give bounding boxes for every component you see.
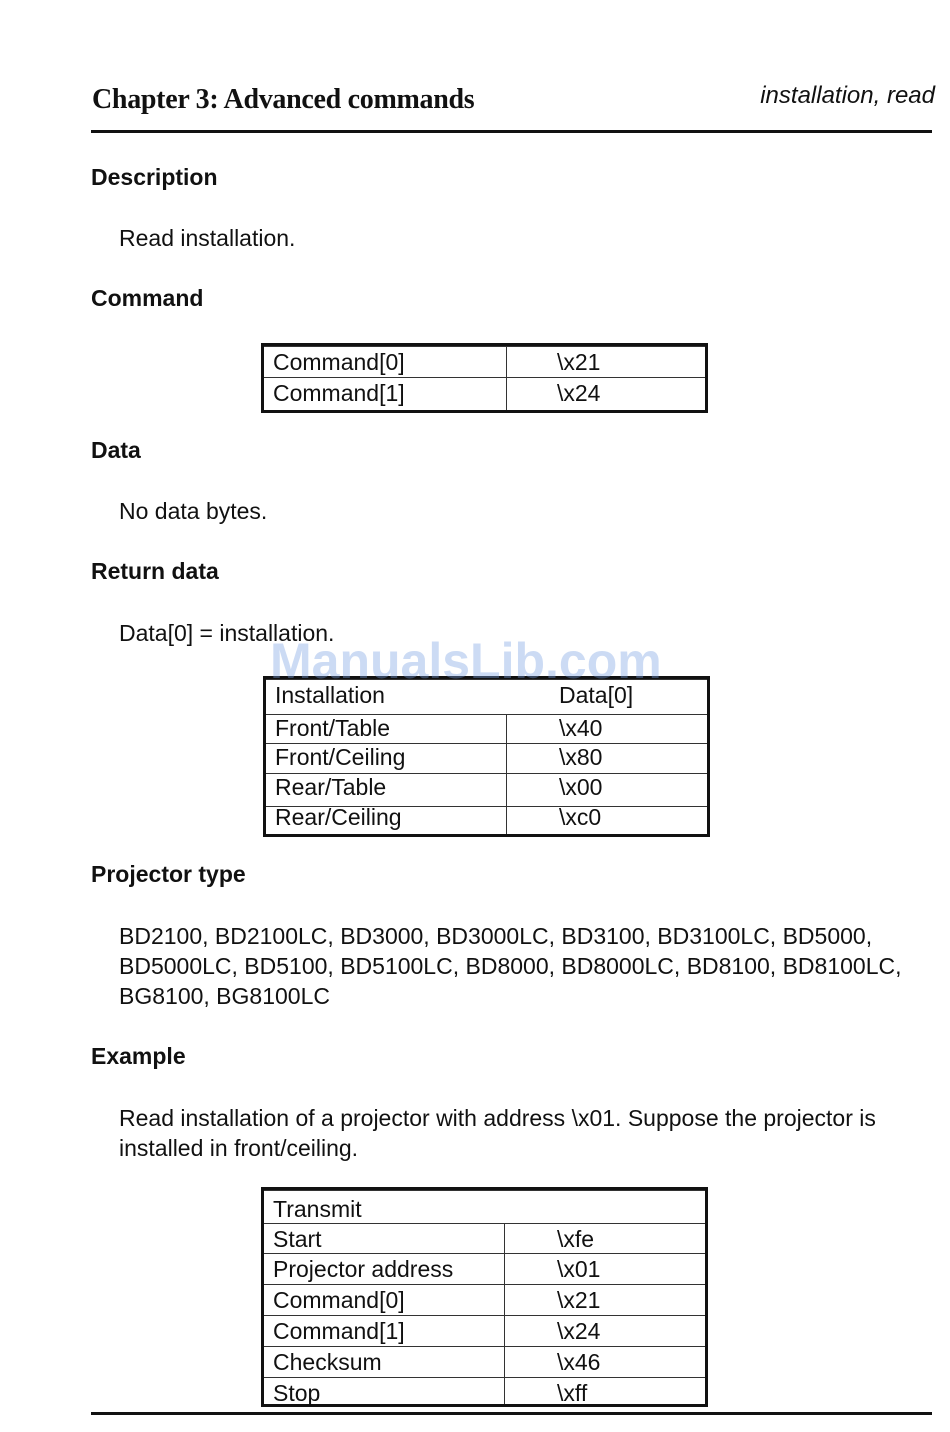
cell-value: \x24: [557, 1318, 601, 1344]
cell-name: Command[1]: [273, 380, 405, 406]
cell-name: Start: [273, 1226, 322, 1252]
command-table: [261, 343, 708, 413]
chapter-title: Chapter 3: Advanced commands: [92, 84, 475, 115]
table-row: [264, 1346, 705, 1377]
description-text: Read installation.: [119, 225, 296, 251]
projector-type-heading: Projector type: [91, 861, 246, 887]
return-data-heading: Return data: [91, 558, 219, 584]
projector-type-text: BD2100, BD2100LC, BD3000, BD3000LC, BD3100, BD3100LC, BD5000, BD5000LC, BD5100, BD5100LC, BD8000, BD8000LC, BD8100, BD8100LC, BG8100, BG8100LC: [119, 923, 902, 1009]
cell-value: \x21: [557, 1287, 601, 1313]
table-row: [266, 806, 707, 837]
table-header-row: [266, 679, 707, 714]
description-heading: Description: [91, 164, 218, 190]
header-cell-name: Installation: [275, 682, 385, 708]
cell-value: \x24: [557, 380, 601, 406]
table-row: [264, 346, 705, 377]
command-heading: Command: [91, 285, 204, 311]
cell-name: Command[0]: [273, 1287, 405, 1313]
running-head: installation, read: [760, 82, 935, 109]
cell-value: \x01: [557, 1256, 601, 1282]
cell-name: Stop: [273, 1380, 321, 1406]
cell-value: \xc0: [559, 804, 602, 830]
table-row: [264, 377, 705, 408]
table-header-row: [264, 1190, 705, 1223]
header-cell: Transmit: [273, 1196, 362, 1222]
cell-name: Front/Ceiling: [275, 744, 406, 770]
table-row: [264, 1377, 705, 1408]
cell-name: Projector address: [273, 1256, 454, 1282]
transmit-table: [261, 1187, 708, 1407]
table-row: [264, 1284, 705, 1315]
header-cell-value: Data[0]: [559, 682, 634, 708]
footer-rule: [91, 1412, 932, 1415]
table-row: [264, 1253, 705, 1284]
cell-value: \x21: [557, 349, 601, 375]
table-row: [266, 773, 707, 806]
cell-value: \x46: [557, 1349, 601, 1375]
cell-name: Rear/Table: [275, 774, 387, 800]
example-text: Read installation of a projector with address \x01. Suppose the projector is installed in front/ceiling.: [119, 1105, 876, 1161]
header-rule: [91, 130, 932, 133]
cell-name: Front/Table: [275, 715, 391, 741]
installation-table: [263, 676, 710, 837]
watermark: ManualsLib.com: [270, 633, 662, 689]
table-row: [266, 714, 707, 743]
cell-value: \xff: [557, 1380, 588, 1406]
cell-value: \x00: [559, 774, 603, 800]
cell-name: Checksum: [273, 1349, 382, 1375]
example-heading: Example: [91, 1043, 186, 1069]
data-heading: Data: [91, 437, 141, 463]
cell-value: \x80: [559, 744, 603, 770]
cell-value: \x40: [559, 715, 603, 741]
cell-name: Command[1]: [273, 1318, 405, 1344]
table-row: [266, 743, 707, 773]
cell-value: \xfe: [557, 1226, 595, 1252]
table-row: [264, 1315, 705, 1346]
cell-name: Command[0]: [273, 349, 405, 375]
cell-name: Rear/Ceiling: [275, 804, 402, 830]
table-row: [264, 1223, 705, 1253]
data-text: No data bytes.: [119, 498, 268, 524]
return-data-text: Data[0] = installation.: [119, 620, 335, 646]
